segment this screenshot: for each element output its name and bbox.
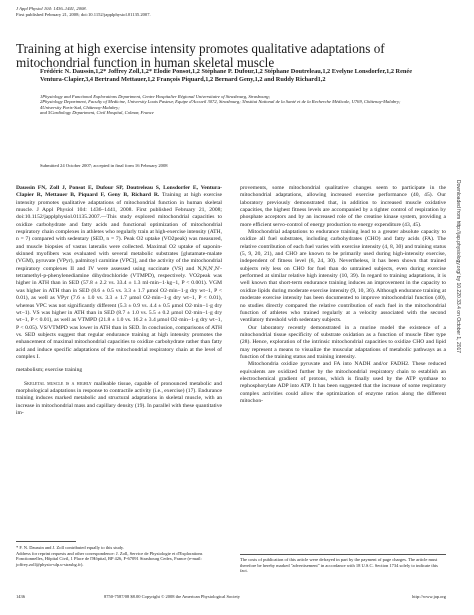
author-list: Frédéric N. Daussin,1,2* Joffrey Zoll,1,2* Elodie Ponsot,1,2 Stéphane P. Dufour,1,2 Stéphane Doutreleau,1,2 Evelyne Lonsdorfer,1,2 Renée Ventura-Clapier,3,4 Bertrand Mettauer,1,2 François Piquard,1,2 Bernard Geny,1,2 and Ruddy Richard1,2 xyxy=(40,68,412,83)
footnote-divider xyxy=(16,541,76,542)
equal-contribution-note: * F. N. Daussin and J. Zoll contributed equally to this study. xyxy=(16,545,124,550)
keywords: metabolism; exercise training xyxy=(16,367,83,374)
intro-paragraph xyxy=(16,381,222,418)
intro-body: malleable tissue, capable of pronounced metabolic and morphological adaptations in response to contractile activity (i.e., exercise) (17). Endurance training induces marked metabolic and structural adaptations in skeletal muscle, with an increase in mitochondrial mass and capillary density (19). In parallel with these quantitative im- xyxy=(16,380,222,416)
affiliation-line: 2Physiology Department, Faculty of Medicine, University Louis Pasteur, Equipe d'Accueil 3072, Strasbourg; 3Institut National de la Santé et de la Recherche Médicale, U769, Châtenay-Malabry; 4University Paris-Sud, Châtenay-Malabry; xyxy=(40,99,401,110)
affiliation-line: and 5Cardiology Department, Civil Hospital, Colmar, France xyxy=(40,110,154,116)
publication-costs-note: The costs of publication of this article were defrayed in part by the payment of page charges. The article must therefore be hereby marked "advertisement" in accordance with 18 U.S.C. Section 1734 solely to indicate this fact. xyxy=(240,557,438,574)
abstract xyxy=(16,185,222,361)
article-title: Training at high exercise intensity promotes qualitative adaptations of mitochondrial function in human skeletal muscle xyxy=(16,40,385,71)
page-number: 1436 xyxy=(16,594,25,599)
footnotes xyxy=(16,545,222,567)
journal-header xyxy=(16,6,396,17)
abstract-body: Training at high exercise intensity promotes qualitative adaptations of mitochondrial function in human skeletal muscle. J Appl Physiol 104: 1436–1441, 2008. First published February 21, 2008; doi:10.1152/japplphysiol.01135.2007.—This study explored mitochondrial capacities to oxidize carbohydrate and fatty acids and functional optimization of mitochondrial respiratory chain complexes in athletes who regularly train at high-exercise intensity (ATH, n = 7) compared with sedentary (SED, n = 7). Peak O2 uptake (VO2peak) was measured, and muscle biopsies of vastus lateralis were collected. Maximal O2 uptake of saponin-skinned myofibers was evaluated with several metabolic substrates [glutamate-malate (VGM), pyruvate (VPyr), palmitoyl carnitine (VPC)], and the activity of the mitochondrial respiratory complexes II and IV were assessed using succinate (VS) and N,N,N′,N′-tetramethyl-p-phenylenediamine dihydrochloride (VTMPD), respectively. VO2peak was higher in ATH than in SED (57.8 ± 2.2 vs. 33.4 ± 1.3 ml·min−1·kg−1, P < 0.001). VGM was higher in ATH than in SED (8.6 ± 0.5 vs. 3.3 ± 1.7 μmol O2·min−1·g dry wt−1, P < 0.01), as well as VPyr (7.6 ± 1.0 vs. 3.3 ± 1.7 μmol O2·min−1·g dry wt−1, P < 0.01), whereas VPC was not significantly different (5.3 ± 0.9 vs. 4.4 ± 0.5 μmol O2·min−1·g dry wt−1). VS was higher in ATH than in SED (8.7 ± 1.0 vs. 5.5 ± 0.2 μmol O2·min−1·g dry wt−1, P < 0.01), as well as VTMPD (21.8 ± 1.0 vs. 16.2 ± 3.4 μmol O2·min−1·g dry wt−1, P < 0.05). VS/VTMPD was lower in ATH than in SED. In conclusion, comparisons of ATH vs. SED subjects suggest that regular endurance training at high intensity promotes the enhancement of maximal mitochondrial capacities to oxidize carbohydrate rather than fatty acid and induce specific adaptations of the mitochondrial respiratory chain at the level of complex I. xyxy=(16,192,222,360)
body-paragraph: Mitochondrial adaptations to endurance training lead to a greater absolute capacity to oxidize all fuel substrates, including carbohydrates (CHO) and fatty acids (FA). The relative contribution of each fuel varies with exercise intensity (4, 8, 30) and training status (5, 9, 20, 21), and CHO are known to be primarily used during high-intensity exercise, independent of fitness level (6, 24, 30). Nevertheless, it has been shown that trained subjects rely less on CHO for fuel than do untrained subjects, even during exercise performed at similar relative high intensity (10, 39). In regard to training adaptations, it is well known that short-term endurance training induces an improvement in the capacity to oxidize lipids during moderate exercise intensity (9, 10, 36). Although endurance training at moderate exercise intensity has been documented to improve mitochondrial function (40), no studies directly compared the relative contribution of each fuel in the mitochondrial function of athletes who trained regularly at a velocity associated with the second ventilatory threshold with sedentary subjects. xyxy=(240,229,446,324)
journal-citation: J Appl Physiol 104: 1436–1441, 2008. xyxy=(16,6,87,11)
submission-dates: Submitted 24 October 2007; accepted in final form 16 February 2008 xyxy=(40,163,168,168)
right-column xyxy=(240,185,446,405)
affiliations xyxy=(40,94,420,116)
download-watermark: Downloaded from http://jap.physiology.org/ by 10.220.33.4 on October 1, 2017 xyxy=(455,180,461,354)
cost-note-divider xyxy=(240,554,446,555)
abstract-authors: Daussin FN, Zoll J, Ponsot E, Dufour SP, Doutreleau S, Lonsdorfer E, Ventura-Clapier R, Mettauer B, Piquard F, Geny B, Richard R. xyxy=(16,185,222,199)
journal-url[interactable]: http://www.jap.org xyxy=(412,594,446,599)
correspondence-note: Address for reprint requests and other correspondence: J. Zoll, Service de Physiologie et d'Explorations Fonctionnelles, Hôpital Civil, 1 Place de l'Hôpital, BP 426, F-67091 Strasbourg Cedex, France (e-mail: joffrey.zoll@physio-ulp.u-strasbg.fr). xyxy=(16,550,203,567)
left-column xyxy=(16,185,222,417)
body-paragraph: Our laboratory recently demonstrated in a murine model the existence of a mitochondrial tissue specificity of substrate oxidation as a function of muscle fiber type (28). Hence, exploration of the intrinsic mitochondrial capacities to oxidize CHO and lipid may represent a means to visualize the muscular adaptations of metabolic pathways as a function of the training status and training intensity. xyxy=(240,324,446,360)
affiliation-line: 1Physiology and Functional Explorations Department, Centre Hospitalier Régional Universitaire of Strasbourg, Strasbourg; xyxy=(40,94,271,99)
body-paragraph: provements, some mitochondrial qualitative changes seem to participate in the mitochondrial adaptations, allowing increased exercise performance (40, 45). Our laboratory previously demonstrated that, in addition to increased muscle oxidative capacities, the highest fitness levels are accompanied by a tighter control of respiration by phosphate acceptors and by an increased role of the creatine kinase system, providing a more efficient servo-control of energy production to energy expenditure (43, 45). xyxy=(240,185,446,228)
copyright-line: 8750-7587/08 $8.00 Copyright © 2008 the American Physiological Society xyxy=(104,594,241,599)
first-published-line: First published February 21, 2008; doi:10.1152/japplphysiol.01135.2007. xyxy=(16,11,151,17)
intro-lead: Skeletal muscle is a highly xyxy=(24,380,92,387)
body-paragraph: Mitochondria oxidize pyruvate and FA into NADH and/or FADH2. These reduced equivalents are oxidized further by the mitochondrial respiratory chain to establish an electrochemical gradient of protons, which is finally used by the ATP synthase to rephosphorylate ADP into ATP. It has been suggested that the increase of some respiratory complex activities could allow the optimization of enzyme ratios along the different mitochon- xyxy=(240,361,446,404)
